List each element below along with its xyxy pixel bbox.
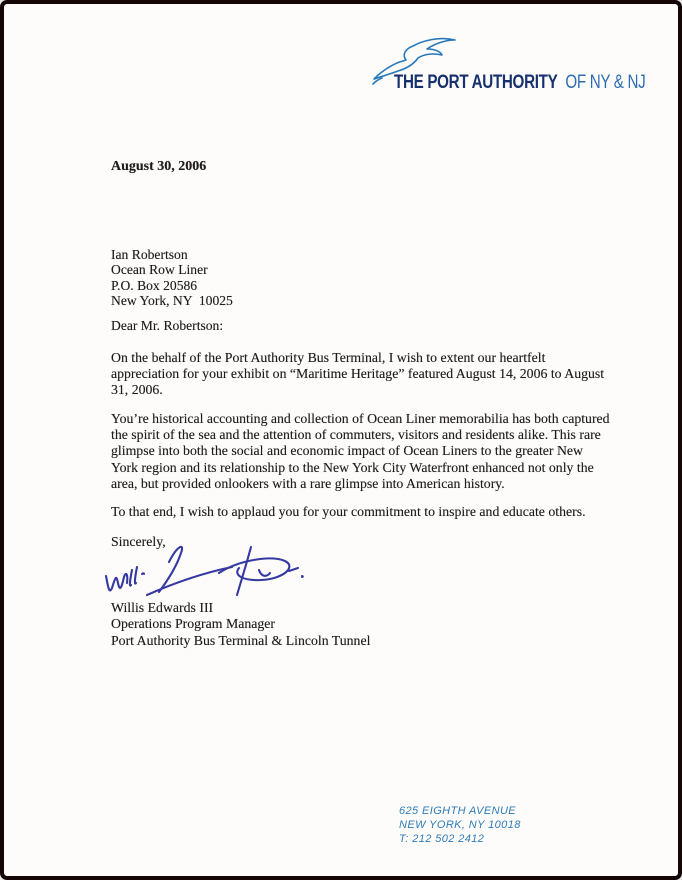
recipient-city-line: New York, NY 10025 <box>111 293 233 309</box>
signature-block <box>111 600 370 649</box>
recipient-name: Ian Robertson <box>111 247 188 262</box>
letter-date: August 30, 2006 <box>111 159 207 174</box>
body-paragraph-3: To that end, I wish to applaud you for your commitment to inspire and educate others. <box>111 504 586 519</box>
signer-org: Port Authority Bus Terminal & Lincoln Tunnel <box>111 632 371 648</box>
letterhead <box>367 32 657 98</box>
brand-wordmark <box>394 72 645 94</box>
brand-name-light: OF NY & NJ <box>565 72 646 93</box>
recipient-company: Ocean Row Liner <box>111 262 208 278</box>
footer-street: 625 EIGHTH AVENUE <box>399 805 517 817</box>
handwritten-signature <box>99 540 314 606</box>
body-paragraph-1: On the behalf of the Port Authority Bus Terminal, I wish to extent our heartfelt appreciation for your exhibit on “Maritime Heritage” featured August 14, 2006 to August 31, 2006. <box>111 350 605 398</box>
brand-name-bold: THE PORT AUTHORITY <box>394 72 558 93</box>
closing: Sincerely, <box>111 534 166 549</box>
footer-city: NEW YORK, NY 10018 <box>399 819 521 832</box>
signer-name: Willis Edwards III <box>111 600 214 615</box>
body-paragraph-2: You’re historical accounting and collection of Ocean Liner memorabilia has both captured the spirit of the sea and the attention of commuters, visitors and residents alike. This rare glimpse into both the social and economic impact of Ocean Liners to the greater New York region and its relationship to the New York City Waterfront enhanced not only the area, but provided onlookers with a rare glimpse into American history. <box>111 411 610 491</box>
letterhead-footer <box>399 804 521 847</box>
salutation: Dear Mr. Robertson: <box>111 318 224 333</box>
signer-title: Operations Program Manager <box>111 616 275 632</box>
recipient-po-box: P.O. Box 20586 <box>111 277 198 293</box>
recipient-address-block <box>111 247 233 309</box>
footer-phone: T: 212 502 2412 <box>399 833 485 846</box>
